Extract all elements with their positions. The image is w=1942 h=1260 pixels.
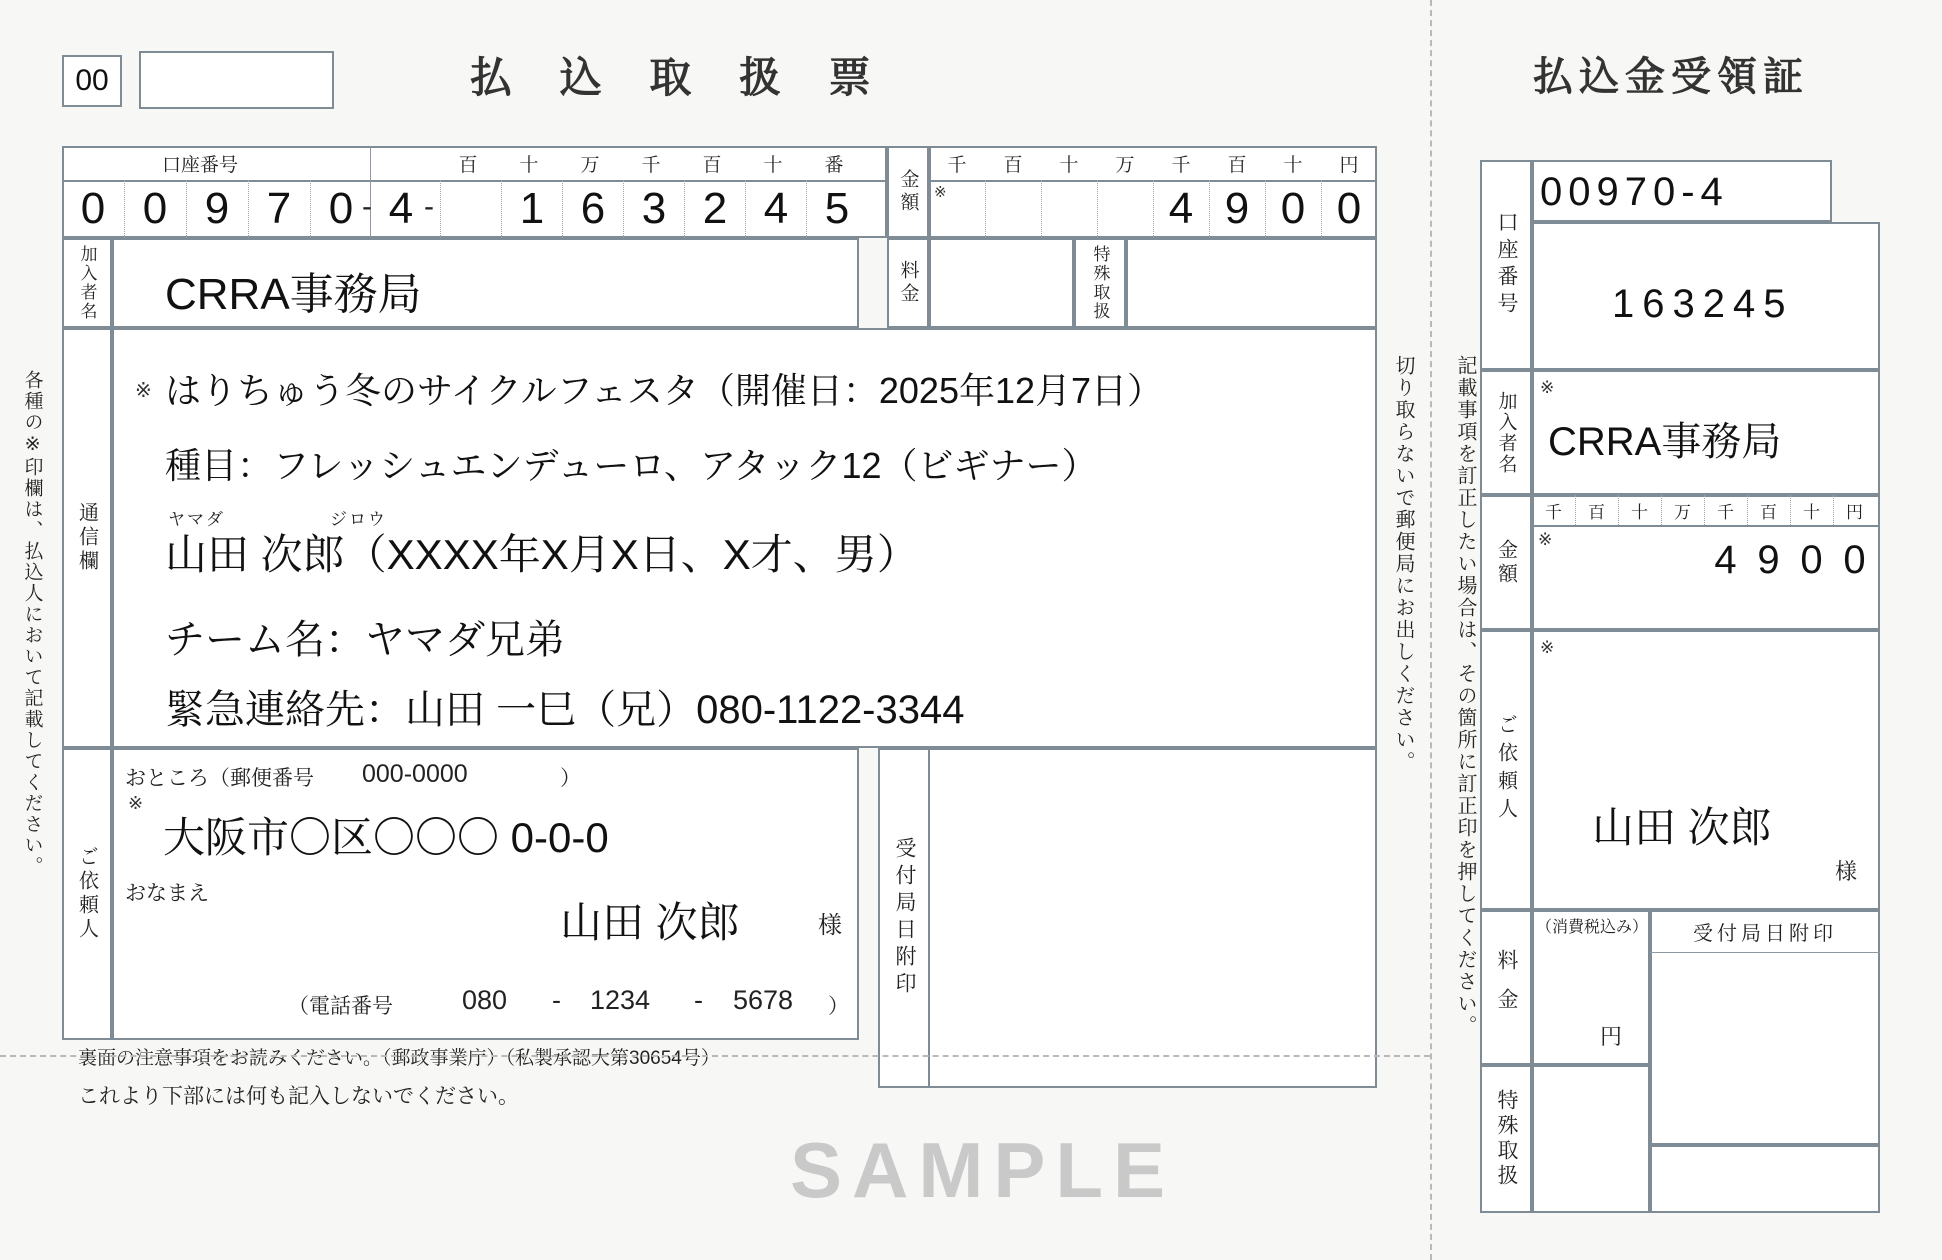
right-account-bottom-value: 163245 [1612, 282, 1794, 326]
amount-asterisk: ※ [934, 184, 947, 201]
sample-watermark: SAMPLE [790, 1126, 1176, 1214]
tel-part-0: 080 [462, 985, 508, 1015]
left-receipt-stamp-label: 受付局日附印 [893, 837, 916, 999]
cut-line-horizontal [0, 1055, 1430, 1057]
amount-digit-3: 0 [1336, 184, 1362, 233]
account-hyphen-1: - [362, 190, 372, 223]
left-slip-title: 払 込 取 扱 票 [470, 54, 889, 101]
right-amount-digit-0: 4 [1714, 537, 1737, 582]
amount-head-6: 十 [1283, 154, 1303, 176]
message-line-2: 山田 次郎（XXXX年X月X日、X才、男） [165, 531, 919, 578]
right-requester-honorific: 様 [1835, 859, 1858, 884]
right-amount-head-4: 千 [1717, 502, 1734, 522]
account-col-head-2: 万 [580, 154, 600, 176]
amount-digit-2: 0 [1280, 184, 1306, 233]
right-amount-head-6: 十 [1803, 502, 1820, 522]
right-account-label: 口座番号 [1495, 211, 1518, 319]
right-requester-asterisk: ※ [1540, 638, 1555, 657]
right-amount-head-1: 百 [1588, 502, 1605, 522]
right-amount-digit-3: 0 [1843, 537, 1866, 582]
right-amount-head-7: 円 [1846, 502, 1863, 522]
address-paren-close: ） [560, 767, 581, 790]
cut-note: 切り取らないで郵便局にお出しください。 [1392, 355, 1414, 773]
right-payee-label: 加入者名 [1495, 390, 1517, 475]
left-footer-note: 裏面の注意事項をお読みください。（郵政事業庁）（私製承認大第30654号） [78, 1048, 720, 1069]
right-requester-label: ご依頼人 [1494, 714, 1517, 826]
name-honorific: 様 [818, 912, 842, 939]
right-amount-head-5: 百 [1760, 502, 1777, 522]
right-fee-label: 料金 [1495, 948, 1518, 1027]
requester-label: ご依頼人 [75, 846, 98, 942]
right-special-label: 特殊取扱 [1495, 1089, 1518, 1189]
left-footer-note-2: これより下部には何も記入しないでください。 [78, 1085, 519, 1108]
payee-label: 加入者名 [77, 245, 97, 321]
message-line-0: はりちゅう冬のサイクルフェスタ（開催日：2025年12月7日） [165, 370, 1164, 411]
special-value-box[interactable] [1126, 238, 1377, 328]
right-fee-unit: 円 [1600, 1024, 1623, 1049]
right-amount-digit-1: 9 [1757, 537, 1780, 582]
right-amount-head-3: 万 [1674, 502, 1691, 522]
payee-name-value: CRRA事務局 [165, 270, 422, 319]
account-hyphen-2: - [424, 190, 434, 223]
left-receipt-stamp-box [878, 748, 1377, 1088]
amount-head-0: 千 [947, 154, 967, 176]
amount-head-1: 百 [1003, 154, 1023, 176]
account-digit-7: 6 [580, 184, 606, 233]
account-digit-4: 0 [328, 184, 354, 233]
address-asterisk: ※ [128, 793, 144, 813]
right-amount-label: 金額 [1494, 538, 1517, 587]
account-number-label: 口座番号 [161, 154, 238, 176]
right-amount-digit-2: 0 [1800, 537, 1823, 582]
account-col-head-0: 百 [458, 154, 478, 176]
requester-name-value: 山田 次郎 [560, 899, 740, 946]
account-col-head-6: 番 [824, 154, 844, 176]
message-line-4: 緊急連絡先：山田 一巳（兄）080-1122-3344 [165, 688, 965, 732]
special-handling-label: 特殊取扱 [1090, 245, 1110, 321]
account-col-head-1: 十 [519, 154, 539, 176]
message-asterisk: ※ [135, 380, 152, 402]
message-ruby-0: ヤマダ [168, 510, 225, 529]
account-digit-10: 4 [763, 184, 789, 233]
account-col-head-3: 千 [641, 154, 661, 176]
amount-head-4: 千 [1171, 154, 1191, 176]
right-special-extra-box[interactable] [1650, 1145, 1880, 1213]
amount-head-7: 円 [1339, 154, 1359, 176]
account-digit-0: 0 [80, 184, 106, 233]
tel-part-2: 5678 [733, 985, 794, 1015]
cut-line [1430, 0, 1432, 1260]
account-digit-5: 4 [388, 184, 414, 233]
account-digit-3: 7 [266, 184, 292, 233]
name-label: おなまえ [125, 882, 209, 905]
right-requester-name: 山田 次郎 [1592, 804, 1772, 851]
right-amount-head-2: 十 [1631, 502, 1648, 522]
account-digit-6: 1 [519, 184, 545, 233]
account-digit-2: 9 [204, 184, 230, 233]
message-ruby-1: ジロウ [330, 510, 387, 529]
amount-head-2: 十 [1059, 154, 1079, 176]
right-slip-title: 払込金受領証 [1533, 55, 1809, 99]
account-digit-8: 3 [641, 184, 667, 233]
message-label: 通信欄 [75, 502, 98, 574]
correction-note: 記載事項を訂正したい場合は、その箇所に訂正印を押してください。 [1454, 355, 1476, 1037]
tel-paren-close: ） [828, 995, 849, 1018]
right-fee-tax-note: （消費税込み） [1536, 919, 1649, 936]
account-digit-9: 2 [702, 184, 728, 233]
right-amount-head-0: 千 [1545, 502, 1562, 522]
right-payee-name-value: CRRA事務局 [1548, 420, 1782, 464]
code-blank-box[interactable] [139, 51, 334, 109]
right-payee-asterisk: ※ [1540, 378, 1555, 397]
right-account-top-value: 00970-4 [1540, 170, 1729, 214]
amount-label: 金額 [897, 169, 919, 215]
tel-dash-0: ‐ [552, 985, 561, 1015]
message-line-3: チーム名：ヤマダ兄弟 [165, 618, 565, 662]
tel-label: （電話番号 [288, 995, 393, 1018]
amount-digit-0: 4 [1168, 184, 1194, 233]
right-receipt-stamp-label: 受付局日附印 [1693, 922, 1837, 945]
account-digit-1: 0 [142, 184, 168, 233]
postal-code-value: 000-0000 [362, 760, 468, 788]
account-col-head-5: 十 [763, 154, 783, 176]
right-requester-box[interactable] [1532, 630, 1880, 910]
amount-digit-1: 9 [1224, 184, 1250, 233]
address-label: おところ（郵便番号 [125, 767, 314, 790]
account-digit-11: 5 [824, 184, 850, 233]
left-side-note: 各種の※印欄は、払込人において記載してください。 [21, 370, 43, 877]
fee-label: 料金 [897, 260, 919, 306]
amount-head-3: 万 [1115, 154, 1135, 176]
message-line-1: 種目：フレッシュエンデューロ、アタック12（ビギナー） [165, 445, 1098, 486]
tel-dash-1: ‐ [694, 985, 703, 1015]
fee-value-box[interactable] [929, 238, 1074, 328]
right-amount-asterisk: ※ [1538, 530, 1553, 549]
code-prefix-value: 00 [75, 64, 109, 97]
account-col-head-4: 百 [702, 154, 722, 176]
amount-head-5: 百 [1227, 154, 1247, 176]
right-special-value-box[interactable] [1532, 1065, 1650, 1213]
tel-part-1: 1234 [590, 985, 651, 1015]
address-value: 大阪市〇区〇〇〇 0-0-0 [163, 814, 609, 861]
